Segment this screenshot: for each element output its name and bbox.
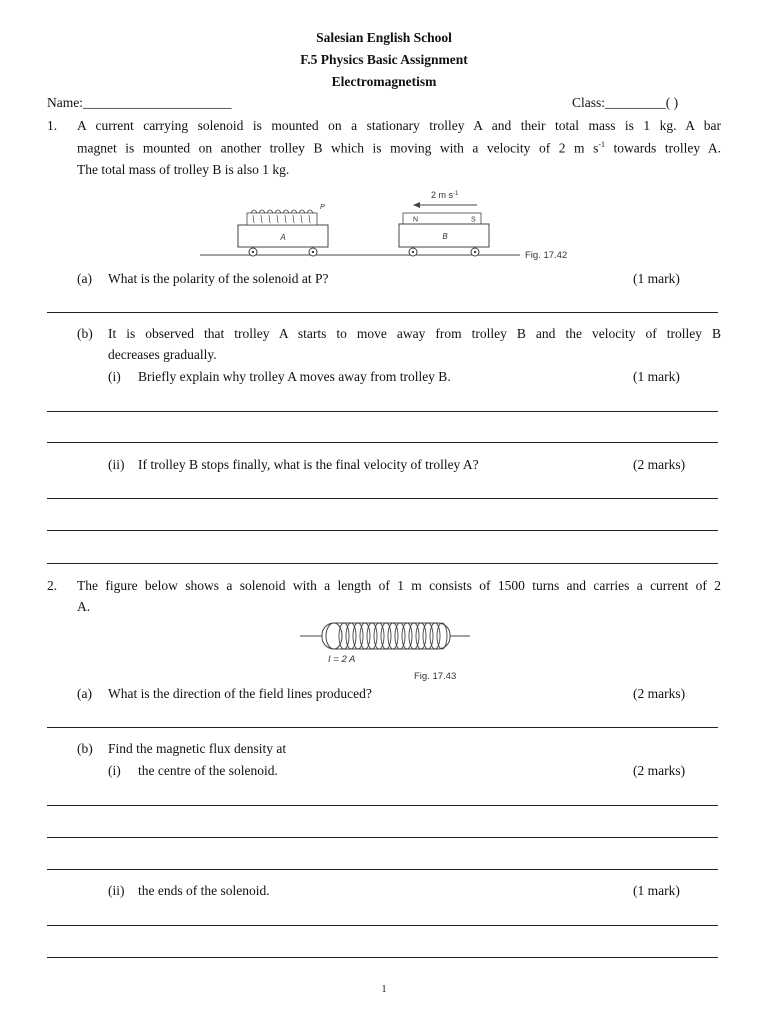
q2a-label: (a)	[77, 686, 92, 701]
figure-trolleys	[195, 186, 595, 266]
q2b-label: (b)	[77, 741, 93, 756]
q2bi-text: the centre of the solenoid.	[138, 763, 278, 778]
assignment-title: F.5 Physics Basic Assignment	[300, 52, 468, 67]
current-label: I = 2 A	[328, 654, 356, 665]
q2bi-answer-line-3[interactable]	[47, 869, 718, 870]
magnet-n-pole: N	[413, 216, 419, 224]
figure-solenoid	[298, 618, 473, 686]
q2bii-answer-line-2[interactable]	[47, 957, 718, 958]
q2bi-answer-line-1[interactable]	[47, 805, 718, 806]
point-p-label: P	[320, 204, 325, 211]
q2bi-marks: (2 marks)	[633, 763, 686, 778]
velocity-label: 2 m $s^{-1}$	[431, 190, 459, 200]
q1bi-label: (i)	[108, 369, 121, 384]
q2a-marks: (2 marks)	[633, 686, 686, 701]
q2bii-answer-line-1[interactable]	[47, 925, 718, 926]
q1bii-marks: (2 marks)	[633, 457, 686, 472]
q1b-text-line1: It is observed that trolley A starts to move away from trolley B and the velocity of trolley B	[108, 326, 721, 341]
q1-text-line2: magnet is mounted on another trolley B which is moving with a velocity of 2 m $s^{-1}$ towards trolley A.	[77, 140, 721, 156]
magnet-s-pole: S	[471, 216, 476, 224]
trolley-b-label: B	[442, 232, 448, 241]
q1bii-label: (ii)	[108, 457, 125, 472]
solenoid-coil	[247, 213, 317, 225]
q1-number: 1.	[47, 118, 58, 133]
q1bi-text: Briefly explain why trolley A moves away from trolley B.	[138, 369, 451, 384]
q1bii-text: If trolley B stops finally, what is the final velocity of trolley A?	[138, 457, 479, 472]
page-number: 1	[381, 984, 387, 995]
q1a-text: What is the polarity of the solenoid at P?	[108, 271, 329, 286]
fig-17-42-caption: Fig. 17.42	[525, 250, 568, 261]
q1a-marks: (1 mark)	[633, 271, 680, 286]
q1-text-line1: A current carrying solenoid is mounted on a stationary trolley A and their total mass is 1 kg. A bar	[77, 118, 721, 133]
q1bii-answer-line-2[interactable]	[47, 530, 718, 531]
q1a-label: (a)	[77, 271, 92, 286]
q1bii-answer-line-1[interactable]	[47, 498, 718, 499]
q2bi-label: (i)	[108, 763, 121, 778]
q1b-label: (b)	[77, 326, 93, 341]
q2-text-line2: A.	[77, 599, 91, 614]
q1bi-answer-line-2[interactable]	[47, 442, 718, 443]
q1bi-marks: (1 mark)	[633, 369, 680, 384]
q2-number: 2.	[47, 578, 58, 593]
q1b-text-line2: decreases gradually.	[108, 347, 217, 362]
q1bii-answer-line-3[interactable]	[47, 563, 718, 564]
name-field-label: Name:______________________	[47, 95, 232, 110]
topic-title: Electromagnetism	[331, 74, 437, 89]
q1a-answer-line[interactable]	[47, 312, 718, 313]
q2b-text: Find the magnetic flux density at	[108, 741, 287, 756]
q1bi-answer-line-1[interactable]	[47, 411, 718, 412]
q2bi-answer-line-2[interactable]	[47, 837, 718, 838]
q2bii-label: (ii)	[108, 883, 125, 898]
q2-text-line1: The figure below shows a solenoid with a length of 1 m consists of 1500 turns and carries a current of 2	[77, 578, 721, 593]
class-field-label: Class:_________( )	[572, 95, 679, 110]
q2bii-marks: (1 mark)	[633, 883, 680, 898]
q2a-text: What is the direction of the field lines produced?	[108, 686, 372, 701]
q2a-answer-line[interactable]	[47, 727, 718, 728]
q1-text-line3: The total mass of trolley B is also 1 kg.	[77, 162, 290, 177]
trolley-a-label: A	[280, 233, 286, 242]
fig-17-43-caption: Fig. 17.43	[414, 671, 457, 682]
q2bii-text: the ends of the solenoid.	[138, 883, 270, 898]
school-name: Salesian English School	[316, 30, 452, 45]
